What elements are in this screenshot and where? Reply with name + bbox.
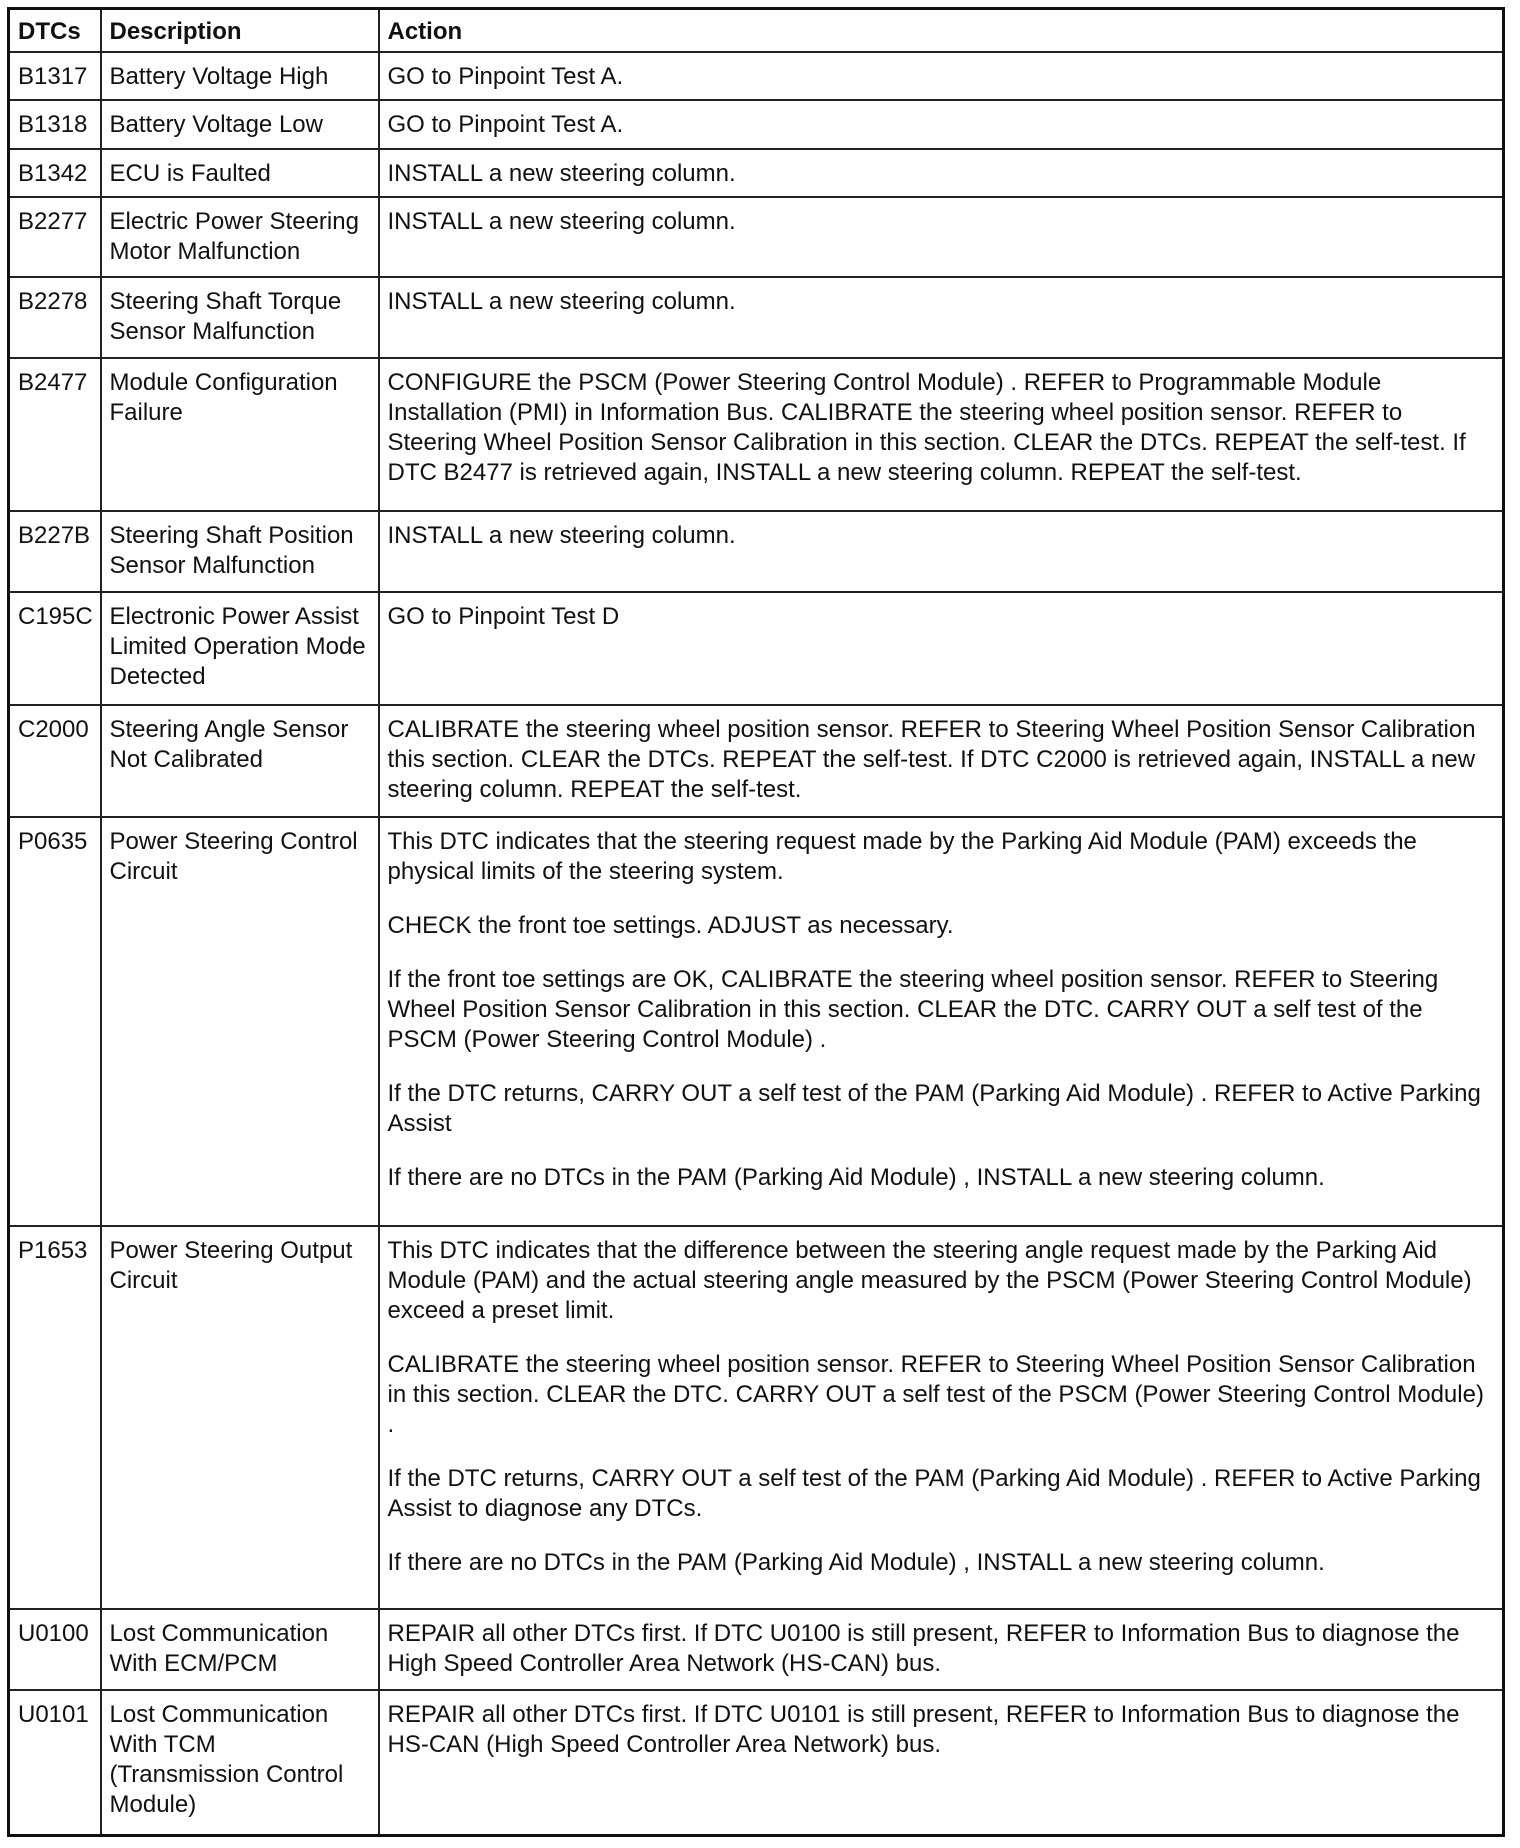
dtc-action xyxy=(379,149,1504,197)
dtc-code: C2000 xyxy=(9,705,101,818)
dtc-description: Steering Shaft Position Sensor Malfunction xyxy=(101,511,379,592)
dtc-description: Lost Communication With ECM/PCM xyxy=(101,1609,379,1690)
dtc-action xyxy=(379,1690,1504,1836)
table-row xyxy=(9,197,1504,278)
dtc-description: Power Steering Control Circuit xyxy=(101,817,379,1226)
action-paragraph: REPAIR all other DTCs first. If DTC U0101 is still present, REFER to Information Bus to diagnose the HS-CAN (High Speed Controller Area Network) bus. xyxy=(387,1700,1460,1758)
table-row xyxy=(9,358,1504,512)
dtc-action xyxy=(379,277,1504,358)
dtc-code: B227B xyxy=(9,511,101,592)
action-paragraph: This DTC indicates that the steering request made by the Parking Aid Module (PAM) exceeds the physical limits of the steering system. xyxy=(387,828,1417,886)
dtc-action xyxy=(379,592,1504,705)
action-paragraph: REPAIR all other DTCs first. If DTC U0100 is still present, REFER to Information Bus to diagnose the High Speed Controller Area Network (HS-CAN) bus. xyxy=(387,1620,1460,1678)
dtc-action xyxy=(379,197,1504,278)
table-row xyxy=(9,100,1504,148)
action-paragraph: CHECK the front toe settings. ADJUST as necessary. xyxy=(387,912,954,940)
action-paragraph: INSTALL a new steering column. xyxy=(387,207,736,235)
dtc-code: C195C xyxy=(9,592,101,705)
table-row xyxy=(9,1226,1504,1609)
table-row xyxy=(9,1690,1504,1836)
dtc-code: U0101 xyxy=(9,1690,101,1836)
table-row xyxy=(9,592,1504,705)
dtc-code: B2277 xyxy=(9,197,101,278)
table-row xyxy=(9,511,1504,592)
action-paragraph: CONFIGURE the PSCM (Power Steering Control Module) . REFER to Programmable Module Installation (PMI) in Information Bus. CALIBRATE the steering wheel position sensor. REFER to Steering Wheel Position Sensor Calibration in this section. CLEAR the DTCs. REPEAT the self-test. If DTC B2477 is retrieved again, INSTALL a new steering column. REPEAT the self-test. xyxy=(387,368,1466,486)
action-paragraph: CALIBRATE the steering wheel position sensor. REFER to Steering Wheel Position Sensor Calibration this section. CLEAR the DTCs. REPEAT the self-test. If DTC C2000 is retrieved again, INSTALL a new steering column. REPEAT the self-test. xyxy=(387,715,1476,803)
dtc-code: B2278 xyxy=(9,277,101,358)
action-paragraph: CALIBRATE the steering wheel position sensor. REFER to Steering Wheel Position Sensor Calibration in this section. CLEAR the DTC. CARRY OUT a self test of the PSCM (Power Steering Control Module) . xyxy=(387,1351,1484,1439)
action-paragraph: GO to Pinpoint Test A. xyxy=(387,111,624,139)
dtc-action xyxy=(379,358,1504,512)
action-paragraph: INSTALL a new steering column. xyxy=(387,159,736,187)
action-paragraph: If there are no DTCs in the PAM (Parking Aid Module) , INSTALL a new steering column. xyxy=(387,1164,1325,1192)
table-row xyxy=(9,149,1504,197)
dtc-code: P1653 xyxy=(9,1226,101,1609)
table-header xyxy=(9,9,1504,53)
header-action: Action xyxy=(379,9,1504,53)
table-row xyxy=(9,705,1504,818)
dtc-code: U0100 xyxy=(9,1609,101,1690)
dtc-action xyxy=(379,511,1504,592)
action-paragraph: INSTALL a new steering column. xyxy=(387,288,736,316)
action-paragraph: If the front toe settings are OK, CALIBRATE the steering wheel position sensor. REFER to Steering Wheel Position Sensor Calibration in this section. CLEAR the DTC. CARRY OUT a self test of the PSCM (Power Steering Control Module) . xyxy=(387,966,1439,1054)
dtc-action xyxy=(379,1226,1504,1609)
dtc-description: Steering Shaft Torque Sensor Malfunction xyxy=(101,277,379,358)
dtc-description: ECU is Faulted xyxy=(101,149,379,197)
dtc-code: B1342 xyxy=(9,149,101,197)
dtc-action xyxy=(379,705,1504,818)
dtc-description: Electric Power Steering Motor Malfunction xyxy=(101,197,379,278)
dtc-description: Battery Voltage Low xyxy=(101,100,379,148)
action-paragraph: GO to Pinpoint Test A. xyxy=(387,63,624,90)
dtc-description: Lost Communication With TCM (Transmission Control Module) xyxy=(101,1690,379,1836)
dtc-action xyxy=(379,100,1504,148)
header-row xyxy=(9,9,1504,53)
dtc-description: Steering Angle Sensor Not Calibrated xyxy=(101,705,379,818)
table-row xyxy=(9,277,1504,358)
action-paragraph: INSTALL a new steering column. xyxy=(387,522,736,550)
action-paragraph: This DTC indicates that the difference between the steering angle request made by the Parking Aid Module (PAM) and the actual steering angle measured by the PSCM (Power Steering Control Module) exceed a preset limit. xyxy=(387,1237,1472,1325)
dtc-code: P0635 xyxy=(9,817,101,1226)
dtc-action xyxy=(379,1609,1504,1690)
action-paragraph: If the DTC returns, CARRY OUT a self test of the PAM (Parking Aid Module) . REFER to Active Parking Assist xyxy=(387,1080,1481,1138)
dtc-action xyxy=(379,817,1504,1226)
table-body xyxy=(9,52,1504,1836)
header-dtcs: DTCs xyxy=(9,9,101,53)
dtc-description: Module Configuration Failure xyxy=(101,358,379,512)
dtc-description: Battery Voltage High xyxy=(101,52,379,100)
table-row xyxy=(9,817,1504,1226)
dtc-code: B1318 xyxy=(9,100,101,148)
dtc-table xyxy=(7,7,1505,1837)
table-row xyxy=(9,1609,1504,1690)
dtc-code: B2477 xyxy=(9,358,101,512)
dtc-description: Electronic Power Assist Limited Operation Mode Detected xyxy=(101,592,379,705)
dtc-code: B1317 xyxy=(9,52,101,100)
action-paragraph: If the DTC returns, CARRY OUT a self test of the PAM (Parking Aid Module) . REFER to Active Parking Assist to diagnose any DTCs. xyxy=(387,1465,1481,1523)
table-row xyxy=(9,52,1504,100)
action-paragraph: GO to Pinpoint Test D xyxy=(387,602,620,630)
dtc-description: Power Steering Output Circuit xyxy=(101,1226,379,1609)
action-paragraph: If there are no DTCs in the PAM (Parking Aid Module) , INSTALL a new steering column. xyxy=(387,1549,1325,1577)
header-description: Description xyxy=(101,9,379,53)
dtc-action xyxy=(379,52,1504,100)
